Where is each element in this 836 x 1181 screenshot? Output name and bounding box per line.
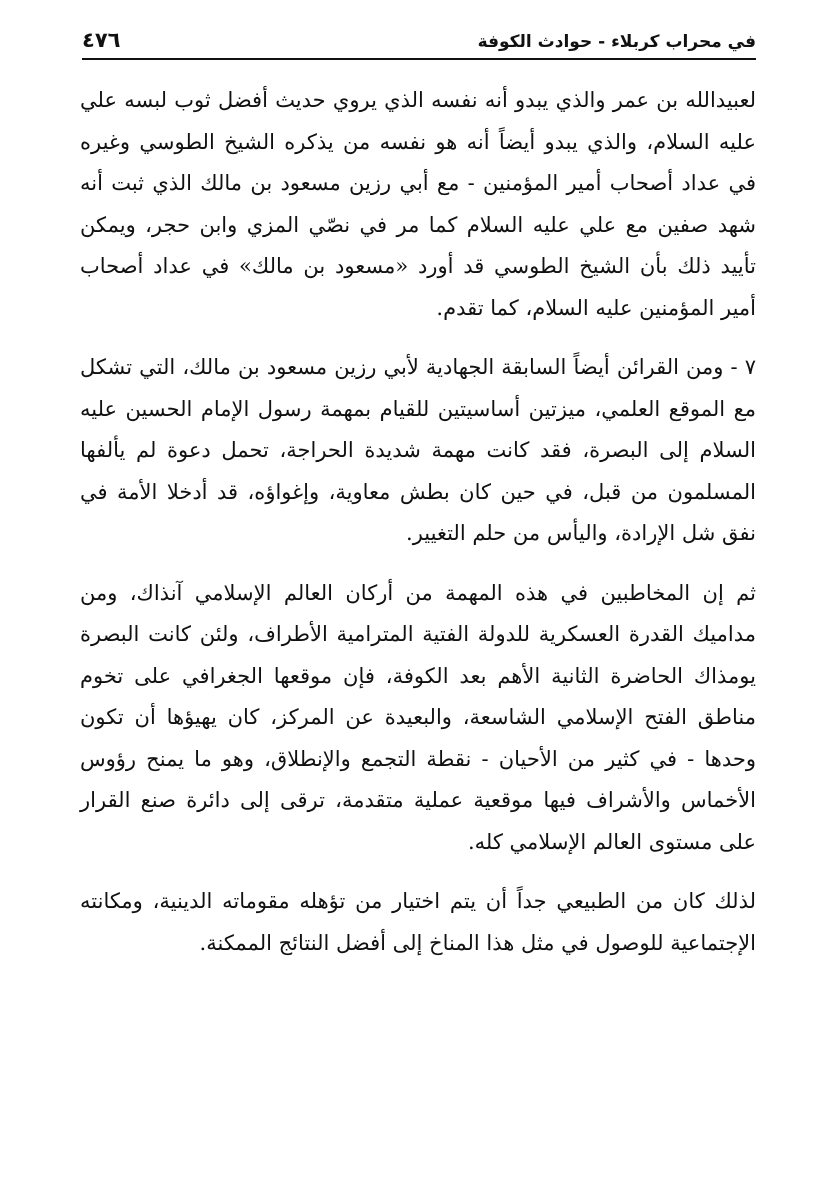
paragraph-1: لعبيدالله بن عمر والذي يبدو أنه نفسه الذي يروي حديث أفضل ثوب لبسه علي عليه السلام، والذي يبدو أيضاً أنه هو نفسه من يذكره الشيخ الطوسي وغيره في عداد أصحاب أمير المؤمنين - مع أبي رزين مسعود بن مالك الذي ثبت أنه شهد صفين مع علي عليه السلام كما مر في نصّي المزي وابن حجر، ويمكن تأييد ذلك بأن الشيخ الطوسي قد أورد «مسعود بن مالك» في عداد أصحاب أمير المؤمنين عليه السلام، كما تقدم. [80, 88, 756, 320]
paragraph-4: لذلك كان من الطبيعي جداً أن يتم اختيار من تؤهله مقوماته الدينية، ومكانته الإجتماعية للوصول في مثل هذا المناخ إلى أفضل النتائج الممكنة. [80, 889, 756, 955]
body-text [80, 80, 756, 964]
page-number: ٤٧٦ [82, 28, 121, 52]
running-title: في محراب كربلاء - حوادث الكوفة [477, 32, 756, 52]
paragraph-2: ٧ - ومن القرائن أيضاً السابقة الجهادية لأبي رزين مسعود بن مالك، التي تشكل مع الموقع العلمي، ميزتين أساسيتين للقيام بمهمة رسول الإمام الحسين عليه السلام إلى البصرة، فقد كانت مهمة شديدة الحراجة، تحمل دعوة لم يألفها المسلمون من قبل، في حين كان بطش معاوية، وإغواؤه، قد أدخلا الأمة في نفق شل الإرادة، واليأس من حلم التغيير. [80, 355, 757, 545]
page-header [82, 28, 756, 60]
paragraph-3: ثم إن المخاطبين في هذه المهمة من أركان العالم الإسلامي آنذاك، ومن مداميك القدرة العسكرية للدولة الفتية المترامية الأطراف، ولئن كانت البصرة يومذاك الحاضرة الثانية الأهم بعد الكوفة، فإن موقعها الجغرافي على تخوم مناطق الفتح الإسلامي الشاسعة، والبعيدة عن المركز، كان يهيؤها أن تكون وحدها - في كثير من الأحيان - نقطة التجمع والإنطلاق، وهو ما يمنح رؤوس الأخماس والأشراف فيها موقعية عملية متقدمة، ترقى إلى دائرة صنع القرار على مستوى العالم الإسلامي كله. [80, 580, 756, 854]
